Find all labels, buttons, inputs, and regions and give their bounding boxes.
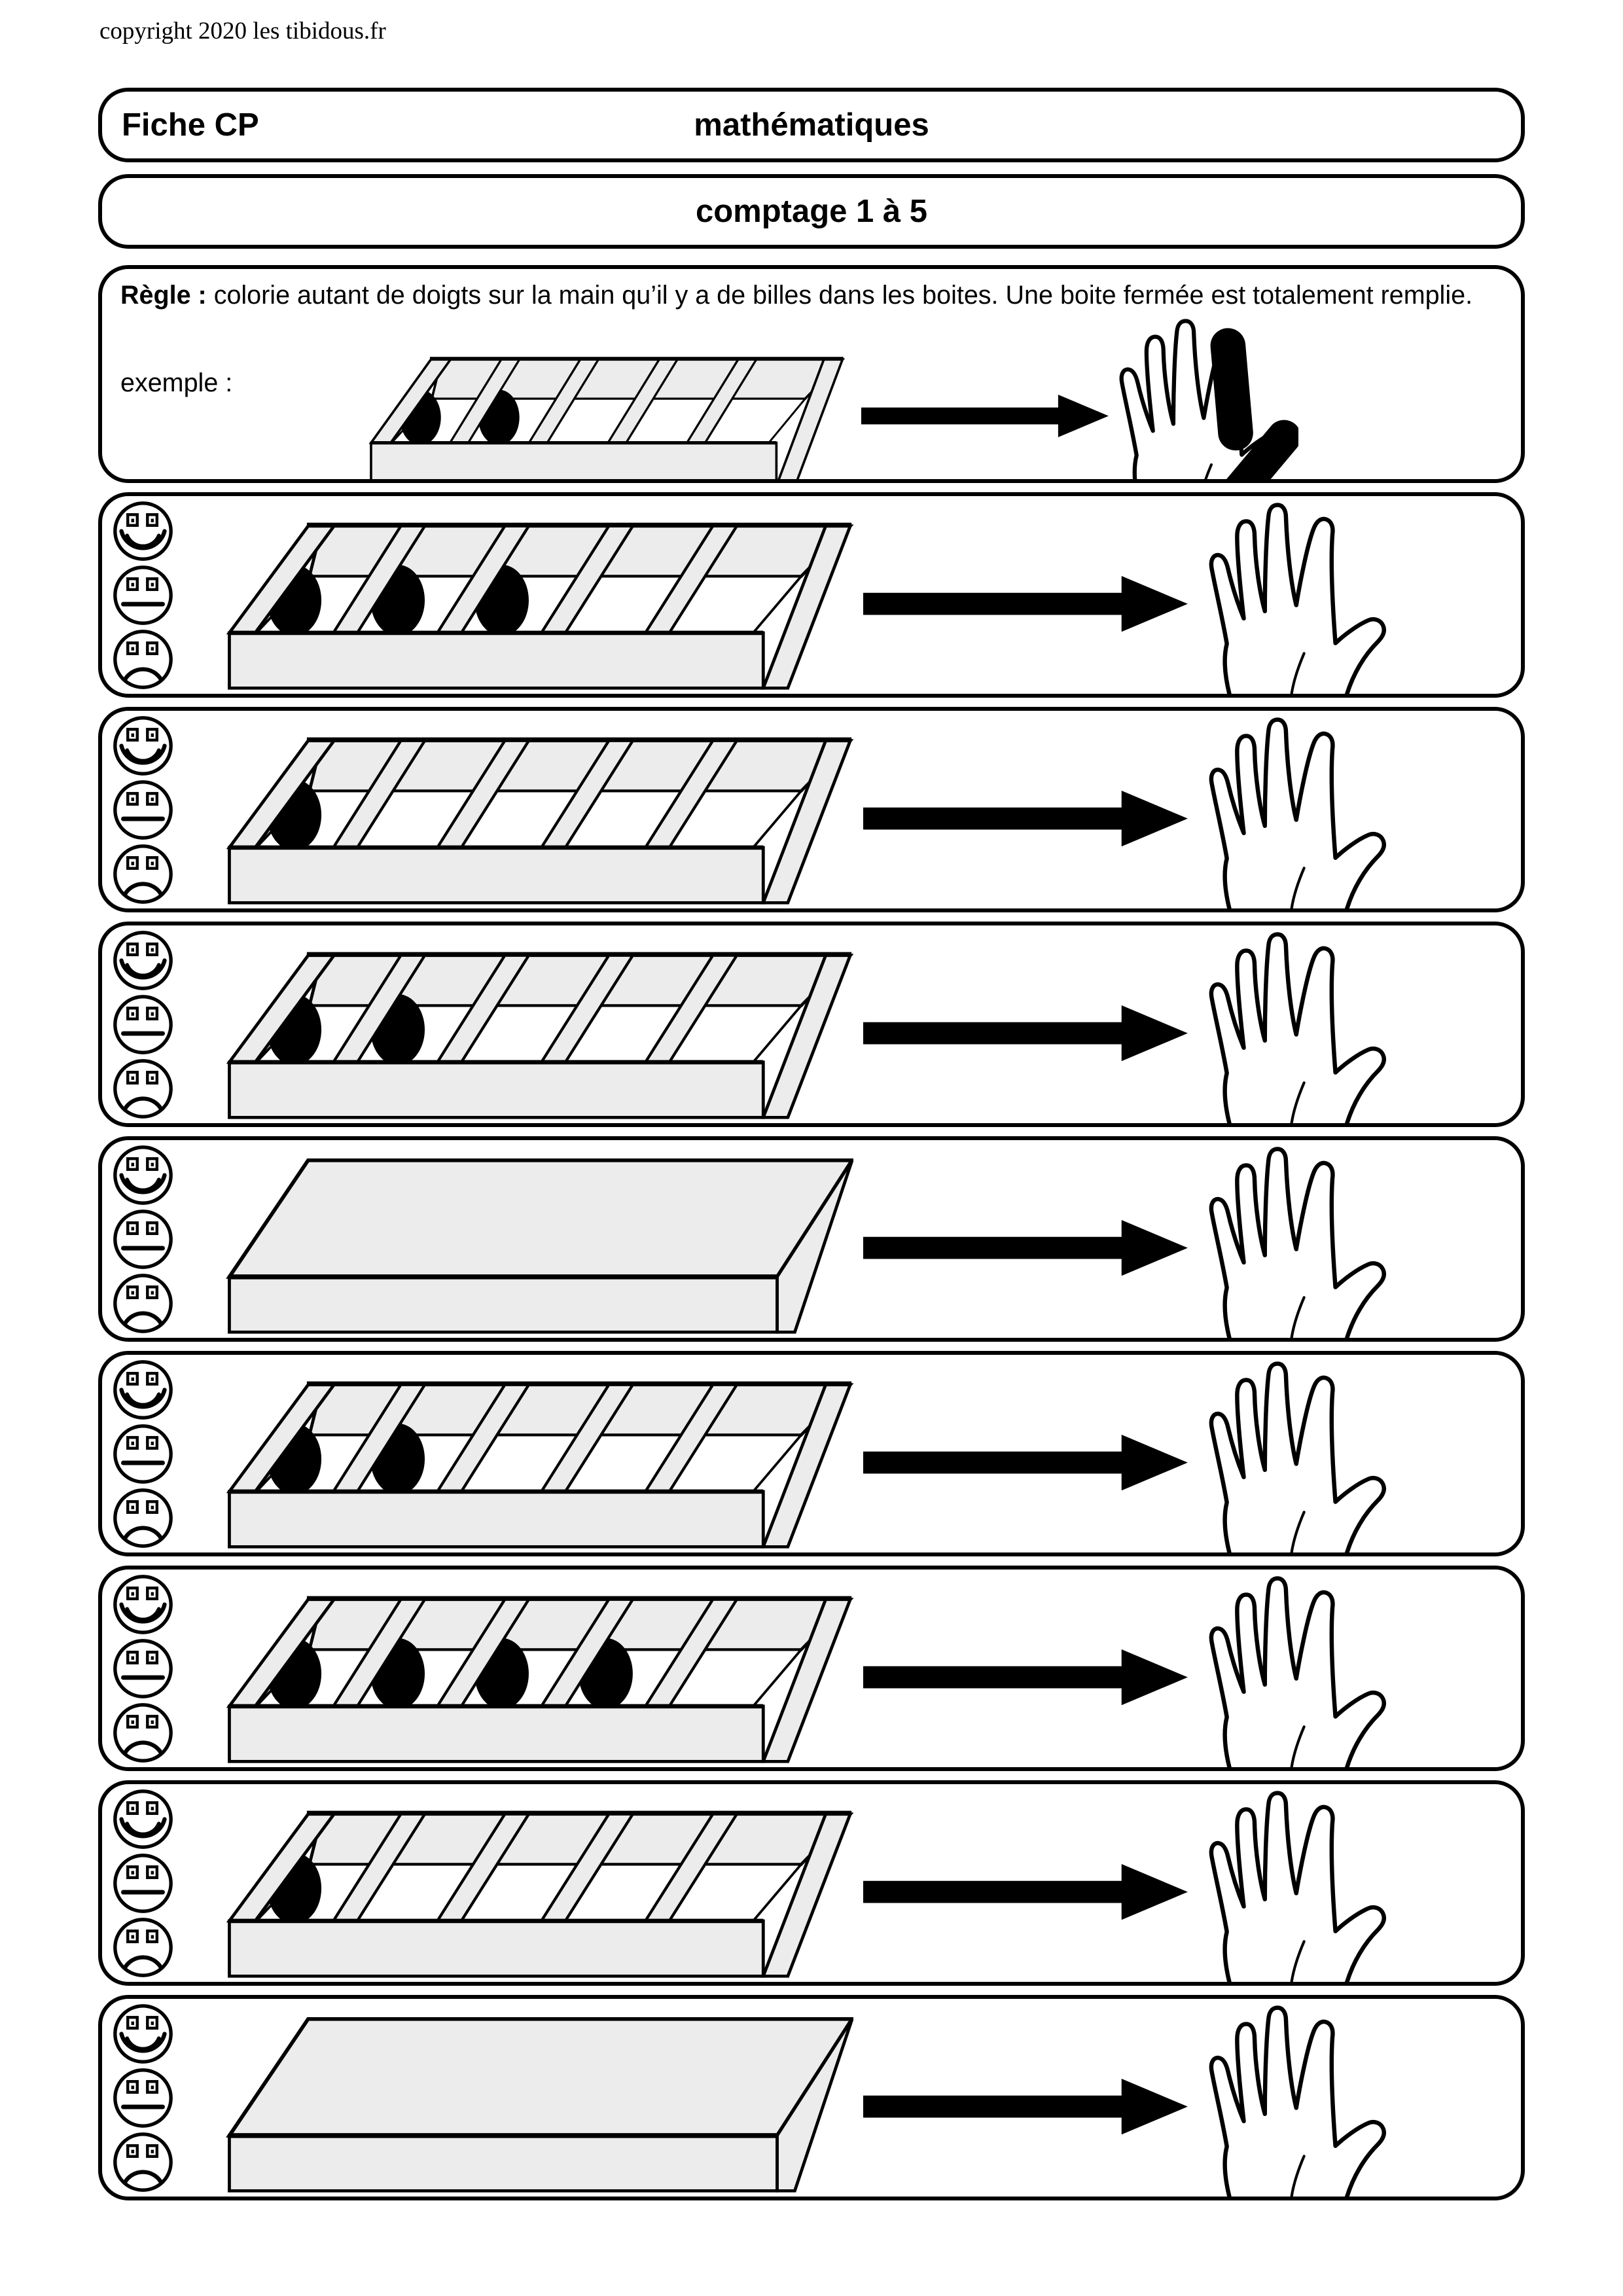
box-front-wall bbox=[229, 1706, 763, 1761]
smiley-happy-icon[interactable] bbox=[111, 499, 175, 563]
smiley-column bbox=[111, 1358, 175, 1550]
smiley-column bbox=[111, 1143, 175, 1335]
smiley-happy-icon[interactable] bbox=[111, 2002, 175, 2066]
box-front-wall bbox=[229, 1921, 763, 1976]
marble-box bbox=[220, 2007, 853, 2194]
rule-box bbox=[98, 265, 1525, 483]
hand-outline-icon[interactable] bbox=[1186, 1145, 1394, 1342]
hand-outline-icon[interactable] bbox=[1097, 317, 1298, 483]
arrow-icon bbox=[863, 791, 1188, 847]
page-title: comptage 1 à 5 bbox=[695, 194, 928, 229]
box-front-wall bbox=[229, 848, 763, 903]
closed-box-graphic bbox=[220, 1148, 853, 1335]
box-lid bbox=[229, 1160, 852, 1277]
example-hand-colored bbox=[1097, 317, 1298, 480]
rule-label: Règle : bbox=[120, 281, 207, 310]
hand-to-color[interactable] bbox=[1186, 2004, 1394, 2200]
open-box-graphic bbox=[220, 933, 853, 1121]
arrow-icon bbox=[863, 1005, 1188, 1062]
arrow-icon bbox=[863, 1864, 1188, 1920]
smiley-sad-icon[interactable] bbox=[111, 1916, 175, 1979]
header-banner bbox=[98, 88, 1525, 162]
exercise-row bbox=[98, 1995, 1525, 2200]
right-arrow-icon bbox=[863, 1220, 1188, 1276]
right-arrow-icon bbox=[863, 791, 1188, 846]
right-arrow-icon bbox=[863, 576, 1188, 632]
closed-box-graphic bbox=[220, 2007, 853, 2194]
smiley-column bbox=[111, 2002, 175, 2194]
smiley-neutral-icon[interactable] bbox=[111, 1852, 175, 1915]
smiley-sad-icon[interactable] bbox=[111, 842, 175, 906]
rule-body: colorie autant de doigts sur la main qu’il y a de billes dans les boites. Une boite fermée est totalement remplie. bbox=[213, 281, 1473, 310]
open-box-graphic bbox=[364, 342, 845, 483]
open-box-graphic bbox=[220, 1577, 853, 1765]
open-box-graphic bbox=[220, 1363, 853, 1550]
right-arrow-icon bbox=[863, 1649, 1188, 1705]
exercise-row bbox=[98, 492, 1525, 698]
hand-outline-icon[interactable] bbox=[1186, 501, 1394, 698]
subject-label: mathématiques bbox=[694, 107, 929, 143]
smiley-sad-icon[interactable] bbox=[111, 1486, 175, 1550]
exercise-row bbox=[98, 1780, 1525, 1986]
exercise-row bbox=[98, 922, 1525, 1127]
hand-to-color[interactable] bbox=[1186, 1145, 1394, 1342]
smiley-sad-icon[interactable] bbox=[111, 1057, 175, 1121]
smiley-column bbox=[111, 929, 175, 1121]
box-front-wall bbox=[371, 443, 776, 483]
arrow-icon bbox=[863, 2079, 1188, 2135]
smiley-column bbox=[111, 714, 175, 906]
right-arrow-icon bbox=[863, 2079, 1188, 2134]
smiley-column bbox=[111, 1573, 175, 1765]
hand-to-color[interactable] bbox=[1186, 501, 1394, 698]
smiley-happy-icon[interactable] bbox=[111, 929, 175, 992]
smiley-neutral-icon[interactable] bbox=[111, 1637, 175, 1700]
smiley-happy-icon[interactable] bbox=[111, 1358, 175, 1422]
box-lid bbox=[229, 2019, 852, 2136]
smiley-happy-icon[interactable] bbox=[111, 714, 175, 778]
hand-outline-icon[interactable] bbox=[1186, 1360, 1394, 1556]
marble-box bbox=[220, 1148, 853, 1335]
example-arrow bbox=[861, 395, 1109, 438]
hand-outline-icon[interactable] bbox=[1186, 1789, 1394, 1986]
smiley-sad-icon[interactable] bbox=[111, 2130, 175, 2194]
box-front-wall bbox=[229, 2136, 777, 2191]
box-front-wall bbox=[229, 1277, 777, 1332]
smiley-neutral-icon[interactable] bbox=[111, 2066, 175, 2130]
open-box-graphic bbox=[220, 504, 853, 691]
marble-box bbox=[220, 1792, 853, 1979]
smiley-happy-icon[interactable] bbox=[111, 1143, 175, 1207]
marble-box bbox=[220, 504, 853, 691]
right-arrow-icon bbox=[861, 395, 1109, 437]
smiley-neutral-icon[interactable] bbox=[111, 1422, 175, 1486]
arrow-icon bbox=[863, 576, 1188, 632]
box-front-wall bbox=[229, 1492, 763, 1547]
exercise-row bbox=[98, 1566, 1525, 1771]
smiley-sad-icon[interactable] bbox=[111, 628, 175, 691]
smiley-sad-icon[interactable] bbox=[111, 1272, 175, 1335]
smiley-column bbox=[111, 1787, 175, 1979]
arrow-icon bbox=[863, 1220, 1188, 1276]
exercise-row bbox=[98, 1136, 1525, 1342]
hand-outline-icon[interactable] bbox=[1186, 716, 1394, 912]
arrow-icon bbox=[863, 1435, 1188, 1491]
rule-text bbox=[120, 278, 1479, 313]
right-arrow-icon bbox=[863, 1864, 1188, 1920]
smiley-column bbox=[111, 499, 175, 691]
marble-box bbox=[220, 719, 853, 906]
hand-to-color[interactable] bbox=[1186, 1360, 1394, 1556]
smiley-happy-icon[interactable] bbox=[111, 1787, 175, 1851]
smiley-happy-icon[interactable] bbox=[111, 1573, 175, 1636]
copyright-text: copyright 2020 les tibidous.fr bbox=[99, 18, 386, 45]
smiley-neutral-icon[interactable] bbox=[111, 1208, 175, 1271]
hand-to-color[interactable] bbox=[1186, 1789, 1394, 1986]
example-marble-box bbox=[364, 342, 845, 478]
smiley-neutral-icon[interactable] bbox=[111, 993, 175, 1056]
right-arrow-icon bbox=[863, 1005, 1188, 1061]
smiley-neutral-icon[interactable] bbox=[111, 564, 175, 627]
marble-box bbox=[220, 1363, 853, 1550]
arrow-icon bbox=[863, 1649, 1188, 1706]
box-front-wall bbox=[229, 633, 763, 688]
hand-to-color[interactable] bbox=[1186, 1575, 1394, 1771]
open-box-graphic bbox=[220, 1792, 853, 1979]
marble-box bbox=[220, 1577, 853, 1765]
right-arrow-icon bbox=[863, 1435, 1188, 1490]
hand-to-color[interactable] bbox=[1186, 931, 1394, 1127]
hand-outline-icon[interactable] bbox=[1186, 931, 1394, 1127]
hand-outline-icon[interactable] bbox=[1186, 2004, 1394, 2200]
smiley-sad-icon[interactable] bbox=[111, 1701, 175, 1765]
marble-box bbox=[220, 933, 853, 1121]
exercise-row bbox=[98, 1351, 1525, 1556]
box-front-wall bbox=[229, 1062, 763, 1117]
open-box-graphic bbox=[220, 719, 853, 906]
sheet-label: Fiche CP bbox=[122, 107, 259, 143]
exercise-row bbox=[98, 707, 1525, 912]
smiley-neutral-icon[interactable] bbox=[111, 778, 175, 842]
hand-outline-icon[interactable] bbox=[1186, 1575, 1394, 1771]
example-label: exemple : bbox=[120, 368, 233, 397]
title-banner bbox=[98, 174, 1525, 249]
hand-to-color[interactable] bbox=[1186, 716, 1394, 912]
